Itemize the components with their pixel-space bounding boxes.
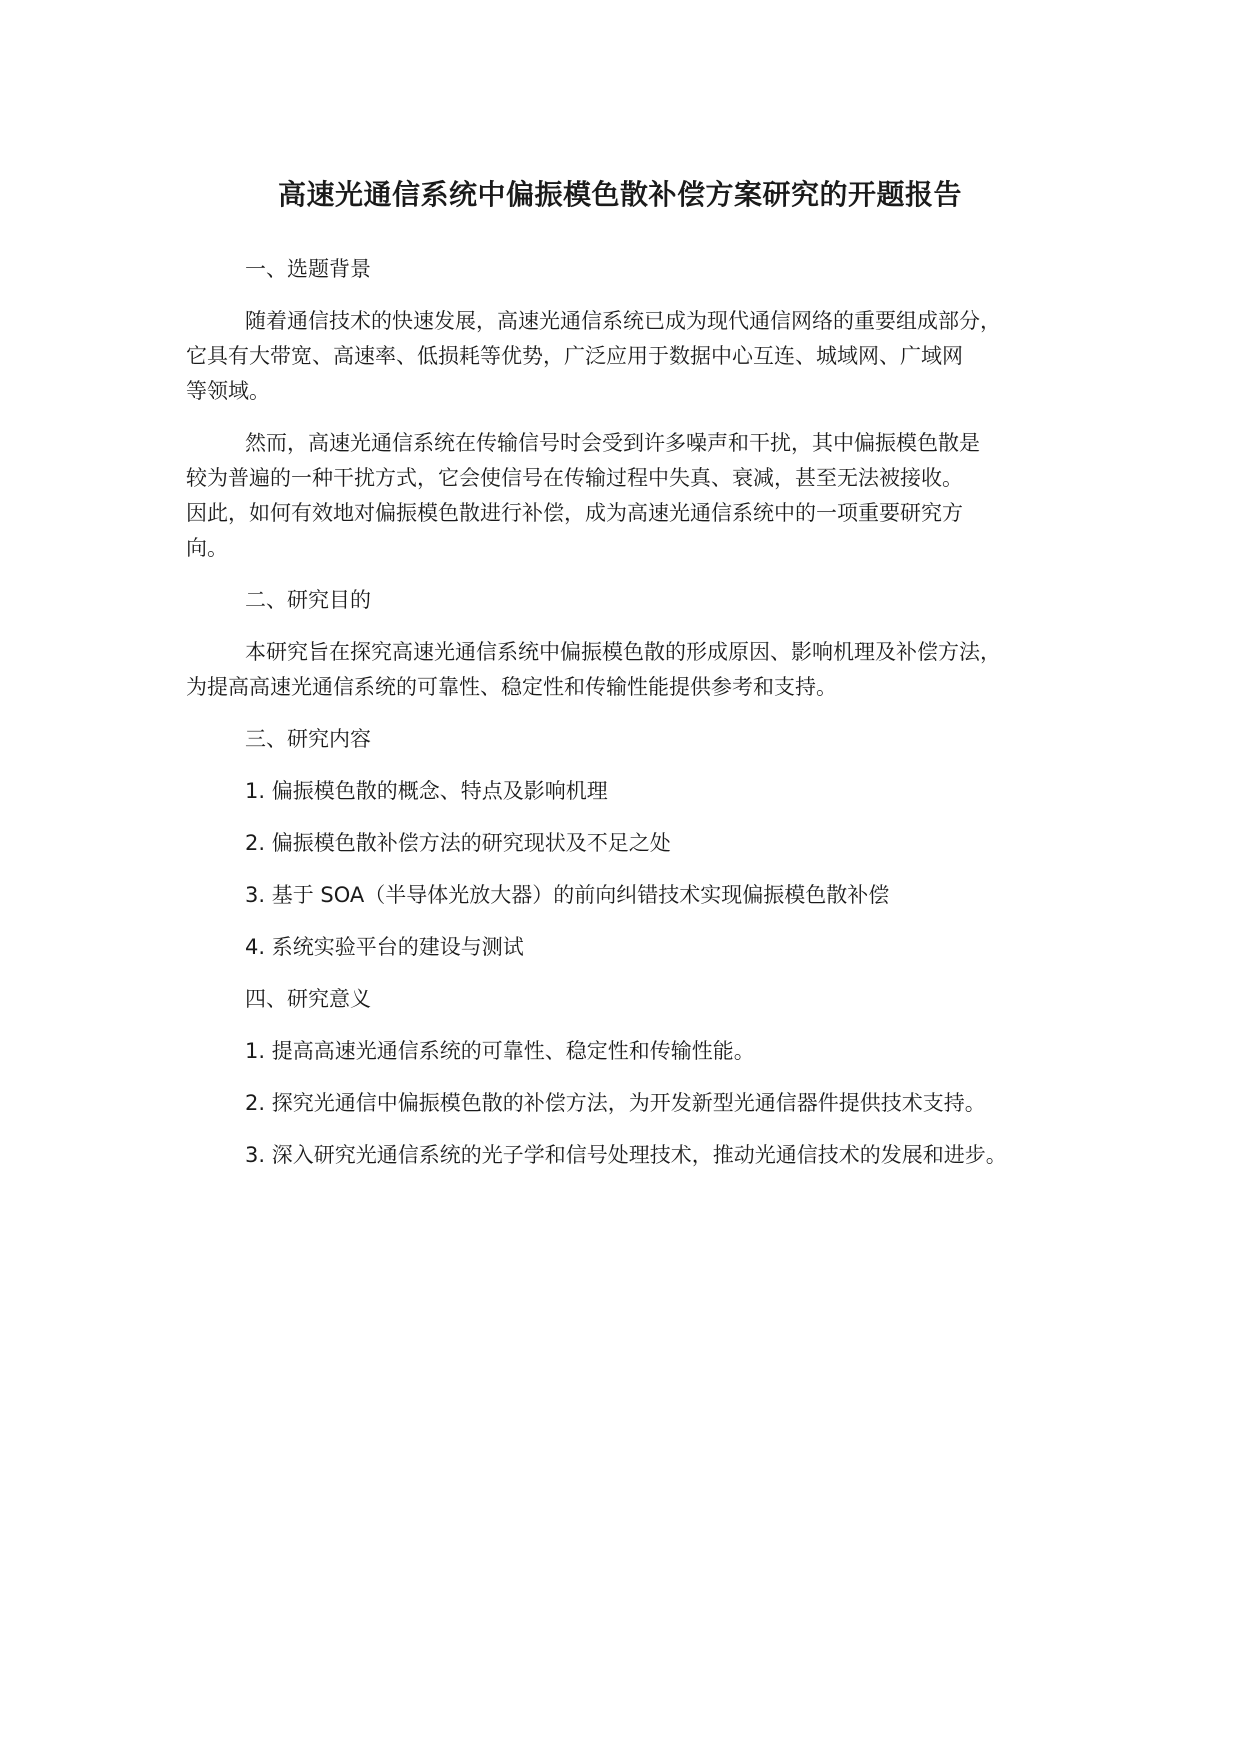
paragraph-line: 向。	[186, 536, 228, 560]
list-item: 3. 深入研究光通信系统的光子学和信号处理技术，推动光通信技术的发展和进步。	[245, 1143, 1007, 1167]
paragraph-line: 然而，高速光通信系统在传输信号时会受到许多噪声和干扰，其中偏振模色散是	[245, 431, 980, 455]
paragraph-line: 因此，如何有效地对偏振模色散进行补偿，成为高速光通信系统中的一项重要研究方	[186, 501, 963, 525]
paragraph-line: 它具有大带宽、高速率、低损耗等优势，广泛应用于数据中心互连、城域网、广域网	[186, 344, 963, 368]
document-title: 高速光通信系统中偏振模色散补偿方案研究的开题报告	[277, 178, 962, 211]
section-heading-background: 一、选题背景	[245, 257, 371, 281]
list-item: 2. 偏振模色散补偿方法的研究现状及不足之处	[245, 831, 671, 855]
list-item: 1. 提高高速光通信系统的可靠性、稳定性和传输性能。	[245, 1039, 755, 1063]
paragraph-line: 较为普遍的一种干扰方式，它会使信号在传输过程中失真、衰减，甚至无法被接收。	[186, 466, 963, 490]
section-heading-content: 三、研究内容	[245, 727, 371, 751]
list-item: 1. 偏振模色散的概念、特点及影响机理	[245, 779, 608, 803]
section-heading-significance: 四、研究意义	[245, 987, 371, 1011]
paragraph-line: 本研究旨在探究高速光通信系统中偏振模色散的形成原因、影响机理及补偿方法，	[245, 640, 1001, 664]
list-item: 3. 基于 SOA（半导体光放大器）的前向纠错技术实现偏振模色散补偿	[245, 883, 890, 907]
paragraph-line: 等领域。	[186, 379, 270, 403]
section-heading-purpose: 二、研究目的	[245, 588, 371, 612]
paragraph-line: 为提高高速光通信系统的可靠性、稳定性和传输性能提供参考和支持。	[186, 675, 837, 699]
list-item: 4. 系统实验平台的建设与测试	[245, 935, 524, 959]
list-item: 2. 探究光通信中偏振模色散的补偿方法，为开发新型光通信器件提供技术支持。	[245, 1091, 986, 1115]
paragraph-line: 随着通信技术的快速发展，高速光通信系统已成为现代通信网络的重要组成部分，	[245, 309, 1001, 333]
